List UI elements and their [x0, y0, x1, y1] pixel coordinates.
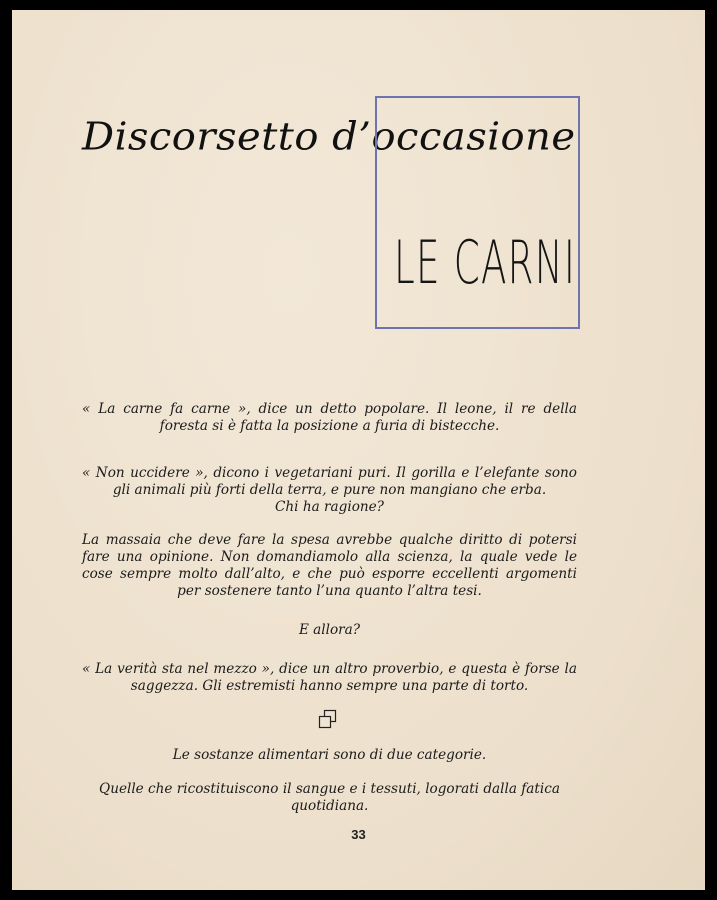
- overlapping-squares-icon: [317, 709, 339, 731]
- paragraph-massaia: La massaia che deve fare la spesa avrebbe qualche diritto di potersi fare una opinione. Non domandiamolo alla scienza, la quale vede le cose sempre molto dall’alto, e che può esporre eccellenti argomenti per sostenere tanto l’una quanto l’altra tesi.: [82, 532, 577, 599]
- script-title: Discorsetto d’occasione: [82, 115, 576, 159]
- book-page: [12, 10, 705, 890]
- page-number: 33: [351, 827, 366, 842]
- main-title: LE CARNI: [394, 228, 577, 298]
- paragraph-carne: « La carne fa carne », dice un detto popolare. Il leone, il re della foresta si è fatta la posizione a furia di bistecche.: [82, 401, 577, 434]
- paragraph-ricostituiscono: Quelle che ricostituiscono il sangue e i tessuti, logorati dalla fatica quotidiana.: [99, 781, 560, 814]
- paragraph-vegetariani: [82, 465, 577, 516]
- question-chi-ha-ragione: Chi ha ragione?: [275, 499, 384, 515]
- paragraph-verita: « La verità sta nel mezzo », dice un altro proverbio, e questa è forse la saggezza. Gli estremisti hanno sempre una parte di torto.: [82, 661, 577, 694]
- paragraph-vegetariani-text: « Non uccidere », dicono i vegetariani puri. Il gorilla e l’elefante sono gli animali più forti della terra, e pure non mangiano che erba.: [82, 465, 577, 498]
- question-e-allora: E allora?: [298, 622, 361, 638]
- paragraph-categorie: Le sostanze alimentari sono di due categorie.: [172, 747, 487, 763]
